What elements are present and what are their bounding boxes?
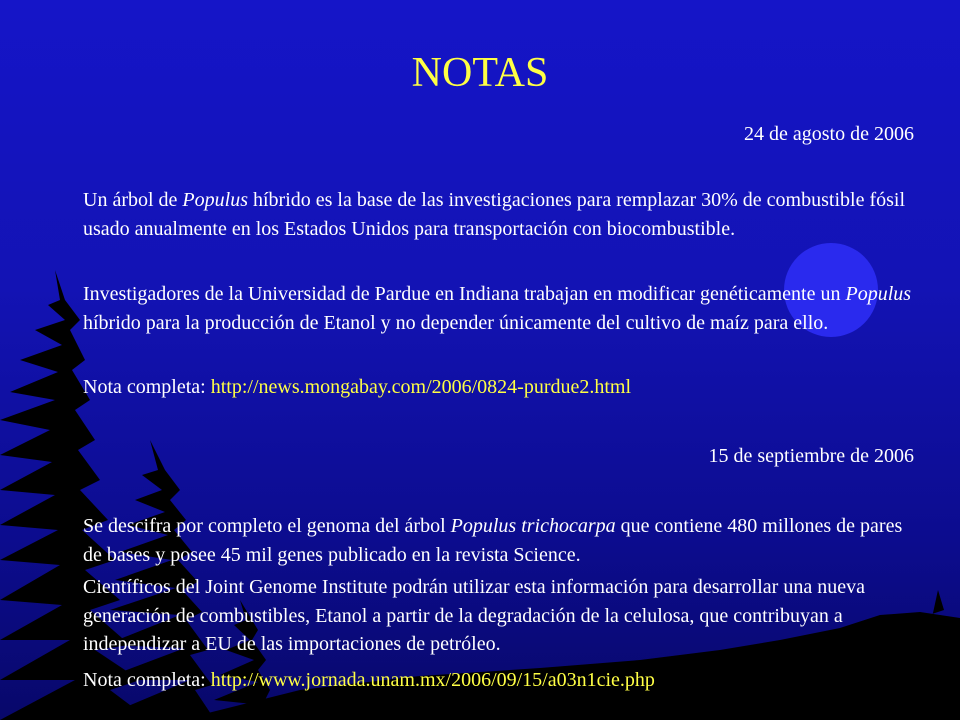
species-name: Populus (845, 283, 912, 305)
note-2-paragraph-1 (83, 512, 921, 569)
text-segment: que contiene 480 millones de pares de bases y posee 45 mil genes publicado en la revista Science. (83, 515, 903, 566)
note-2-paragraph-2: Científicos del Joint Genome Institute podrán utilizar esta información para desarrollar una nueva generación de combustibles, Etanol a partir de la degradación de la celulosa, que contribuyan a independizar a EU de las importaciones de petróleo. (83, 576, 865, 655)
text-segment: híbrido es la base de las investigaciones para remplazar 30% de combustible fósil usado anualmente en los Estados Unidos para transportación con biocombustible. (83, 189, 905, 240)
note-1-paragraph-2 (83, 280, 921, 337)
note-1-link-line (83, 373, 921, 402)
note-2-link[interactable]: http://www.jornada.unam.mx/2006/09/15/a03n1cie.php (210, 669, 655, 691)
text-segment: Un árbol de (83, 189, 183, 211)
species-name: Populus trichocarpa (450, 515, 616, 537)
note-2-link-line (83, 666, 921, 695)
link-label: Nota completa: (83, 376, 211, 398)
text-segment: híbrido para la producción de Etanol y no depender únicamente del cultivo de maíz para ello. (83, 311, 829, 334)
note-1-paragraph-1 (83, 186, 921, 243)
text-segment: Se descifra por completo el genoma del árbol (83, 515, 451, 537)
slide-title: NOTAS (411, 50, 549, 96)
link-label: Nota completa: (83, 669, 211, 691)
note-date-1: 24 de agosto de 2006 (744, 123, 914, 145)
species-name: Populus (182, 189, 248, 211)
text-segment: Investigadores de la Universidad de Pardue en Indiana trabajan en modificar genéticamente un (83, 283, 846, 305)
note-1-link[interactable]: http://news.mongabay.com/2006/0824-purdue2.html (210, 376, 632, 398)
note-date-2: 15 de septiembre de 2006 (708, 445, 914, 467)
